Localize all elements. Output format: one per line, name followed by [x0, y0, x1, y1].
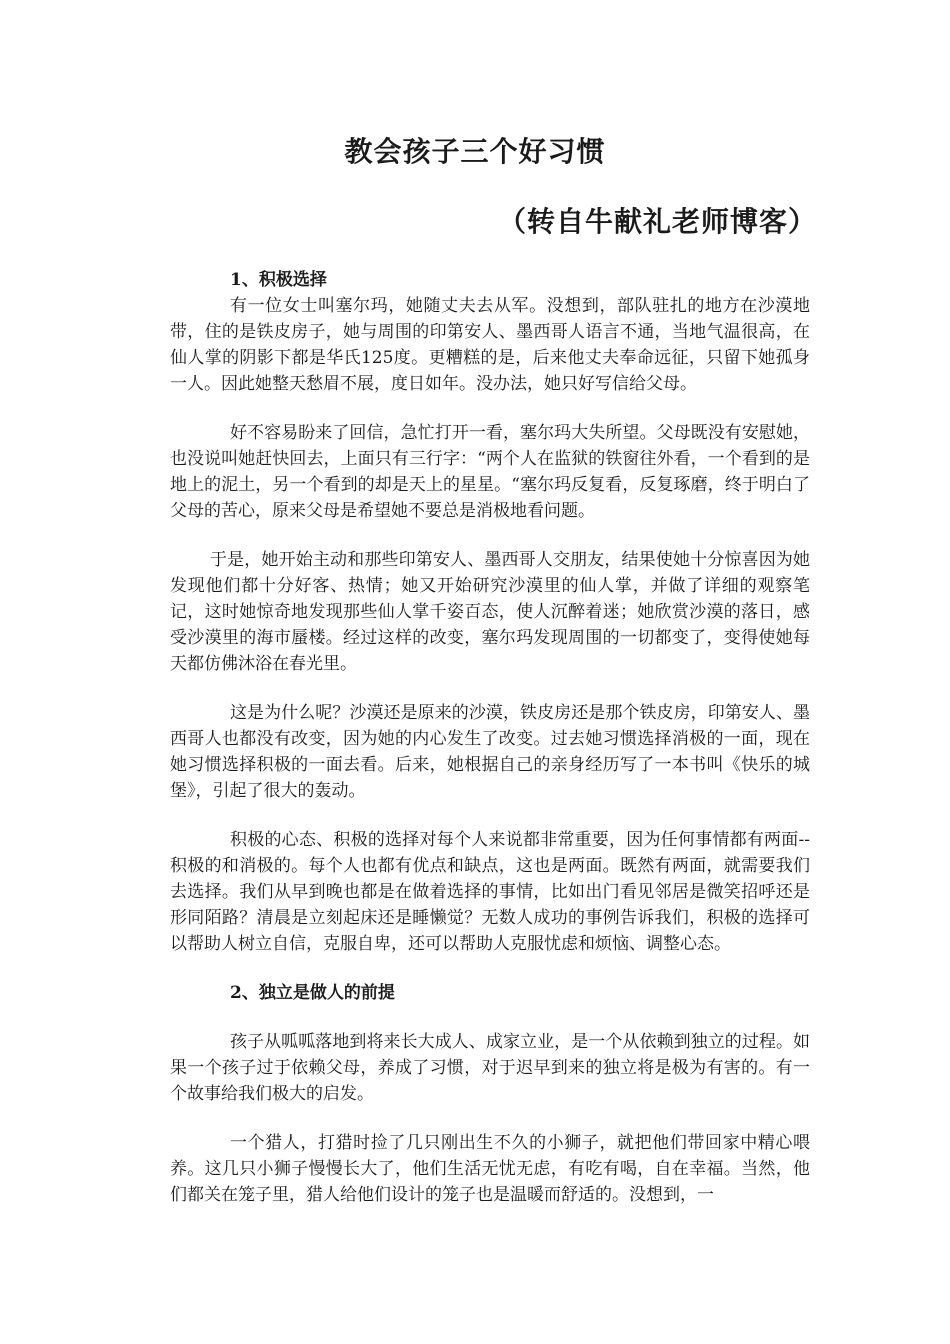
paragraph-gap	[170, 957, 810, 980]
paragraph-gap	[170, 677, 810, 700]
paragraph: 这是为什么呢？沙漠还是原来的沙漠，铁皮房还是那个铁皮房，印第安人、墨西哥人也都没有改变，因为她的内心发生了改变。过去她习惯选择消极的一面，现在她习惯选择积极的一面去看。后来，她根据自己的亲身经历写了一本书叫《快乐的城堡》，引起了很大的轰动。	[170, 703, 810, 801]
section-heading-2: 2、独立是做人的前提	[230, 983, 395, 1003]
paragraph: 一个猎人，打猎时捡了几只刚出生不久的小狮子，就把他们带回家中精心喂养。这几只小狮子慢慢长大了，他们生活无忧无虑，有吃有喝，自在幸福。当然，他们都关在笼子里，猎人给他们设计的笼子也是温暖而舒适的。没想到，一	[170, 1133, 810, 1205]
paragraph-gap	[170, 1107, 810, 1130]
section-heading-1: 1、积极选择	[230, 270, 327, 290]
document-title: 教会孩子三个好习惯	[344, 135, 606, 168]
paragraph: 有一位女士叫塞尔玛，她随丈夫去从军。没想到，部队驻扎的地方在沙漠地带，住的是铁皮房子，她与周围的印第安人、墨西哥人语言不通，当地气温很高，在仙人掌的阴影下都是华氏125度。更糟糕的是，后来他丈夫奉命远征，只留下她孤身一人。因此她整天愁眉不展，度日如年。没办法，她只好写信给父母。	[170, 296, 810, 394]
paragraph: 好不容易盼来了回信，急忙打开一看，塞尔玛大失所望。父母既没有安慰她，也没说叫她赶快回去，上面只有三行字：“两个人在监狱的铁窗往外看，一个看到的是地上的泥土，另一个看到的却是天上的星星。“塞尔玛反复看，反复琢磨，终于明白了父母的苦心，原来父母是希望她不要总是消极地看问题。	[170, 423, 810, 521]
paragraph: 孩子从呱呱落地到将来长大成人、成家立业，是一个从依赖到独立的过程。如果一个孩子过于依赖父母，养成了习惯，对于迟早到来的独立将是极为有害的。有一个故事给我们极大的启发。	[170, 1032, 810, 1104]
paragraph-gap	[170, 804, 810, 827]
document-body	[170, 267, 810, 1208]
paragraph-gap	[170, 397, 810, 420]
paragraph-gap	[170, 524, 810, 547]
paragraph: 积极的心态、积极的选择对每个人来说都非常重要，因为任何事情都有两面--积极的和消极的。每个人也都有优点和缺点，这也是两面。既然有两面，就需要我们去选择。我们从早到晚也都是在做着选择的事情，比如出门看见邻居是微笑招呼还是形同陌路？清晨是立刻起床还是睡懒觉？无数人成功的事例告诉我们，积极的选择可以帮助人树立自信，克服自卑，还可以帮助人克服忧虑和烦恼、调整心态。	[170, 830, 810, 954]
paragraph: 于是，她开始主动和那些印第安人、墨西哥人交朋友，结果使她十分惊喜因为她发现他们都十分好客、热情；她又开始研究沙漠里的仙人掌，并做了详细的观察笔记，这时她惊奇地发现那些仙人掌千姿百态，使人沉醉着迷；她欣赏沙漠的落日，感受沙漠里的海市蜃楼。经过这样的改变，塞尔玛发现周围的一切都变了，变得使她每天都仿佛沐浴在春光里。	[170, 550, 810, 674]
document-subtitle: （转自牛献礼老师博客）	[498, 205, 818, 238]
paragraph-gap	[170, 1006, 810, 1029]
